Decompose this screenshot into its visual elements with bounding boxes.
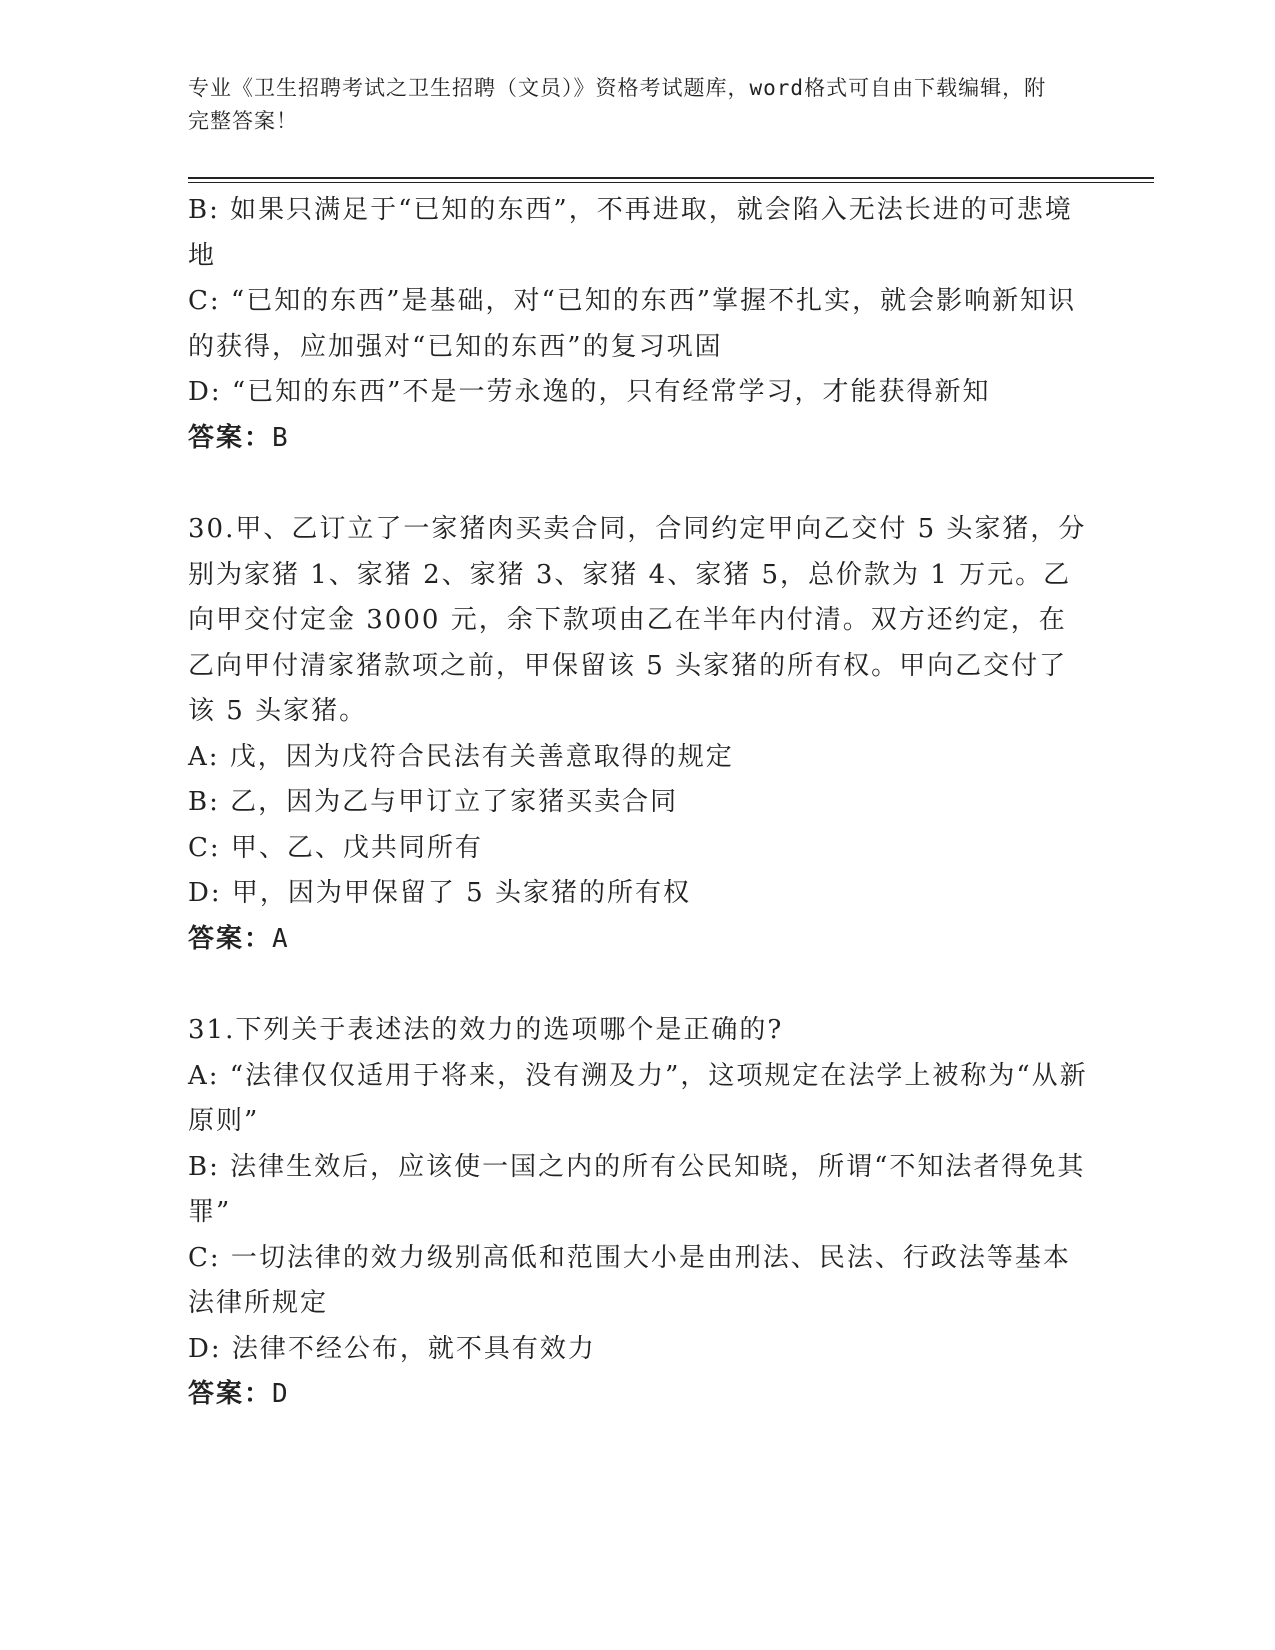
option-a: A: “法律仅仅适用于将来，没有溯及力”，这项规定在法学上被称为“从新原则”: [188, 1060, 1088, 1136]
option-b: B: 法律生效后，应该使一国之内的所有公民知晓，所谓“不知法者得免其罪”: [188, 1151, 1086, 1227]
option-d: D: 甲，因为甲保留了 5 头家猪的所有权: [188, 878, 691, 908]
question-30: [188, 507, 1088, 962]
spacer: [188, 461, 1088, 507]
option-c: C: 甲、乙、戊共同所有: [188, 832, 483, 863]
question-stem: 30.甲、乙订立了一家猪肉买卖合同，合同约定甲向乙交付 5 头家猪，分别为家猪 1、家猪 2、家猪 3、家猪 4、家猪 5，总价款为 1 万元。乙向甲交付定金 3000 元，余下款项由乙在半年内付清。双方还约定，在乙向甲付清家猪款项之前，甲保留该 5 头家猪的所有权。甲向乙交付了该 5 头家猪。: [188, 514, 1087, 726]
answer-label: 答案：: [188, 923, 273, 954]
option-b: B: 乙，因为乙与甲订立了家猪买卖合同: [188, 787, 679, 817]
answer-value: B: [272, 422, 290, 453]
answer-value: A: [272, 923, 290, 954]
question-stem: 31.下列关于表述法的效力的选项哪个是正确的?: [188, 1015, 784, 1045]
option-b: B: 如果只满足于“已知的东西”，不再进取，就会陷入无法长进的可悲境地: [188, 195, 1073, 271]
previous-question-tail: [188, 188, 1088, 461]
option-a: A: 戊，因为戊符合民法有关善意取得的规定: [188, 741, 734, 772]
header-divider-bottom: [188, 182, 1154, 183]
answer-line: [188, 1372, 1088, 1418]
spacer: [188, 962, 1088, 1008]
answer-line: [188, 416, 1088, 462]
answer-label: 答案：: [188, 422, 273, 453]
option-c: C: “已知的东西”是基础，对“已知的东西”掌握不扎实，就会影响新知识的获得，应加强对“已知的东西”的复习巩固: [188, 286, 1077, 362]
option-d: D: “已知的东西”不是一劳永逸的，只有经常学习，才能获得新知: [188, 377, 991, 407]
header-divider-top: [188, 177, 1154, 179]
question-content: [188, 188, 1088, 1418]
document-header: 专业《卫生招聘考试之卫生招聘（文员）》资格考试题库，word格式可自由下载编辑，附完整答案！: [188, 76, 1047, 133]
question-31: [188, 1008, 1088, 1418]
answer-label: 答案：: [188, 1379, 273, 1409]
option-d: D: 法律不经公布，就不具有效力: [188, 1333, 596, 1364]
option-c: C: 一切法律的效力级别高低和范围大小是由刑法、民法、行政法等基本法律所规定: [188, 1242, 1071, 1318]
answer-line: [188, 917, 1088, 963]
answer-value: D: [272, 1379, 290, 1409]
